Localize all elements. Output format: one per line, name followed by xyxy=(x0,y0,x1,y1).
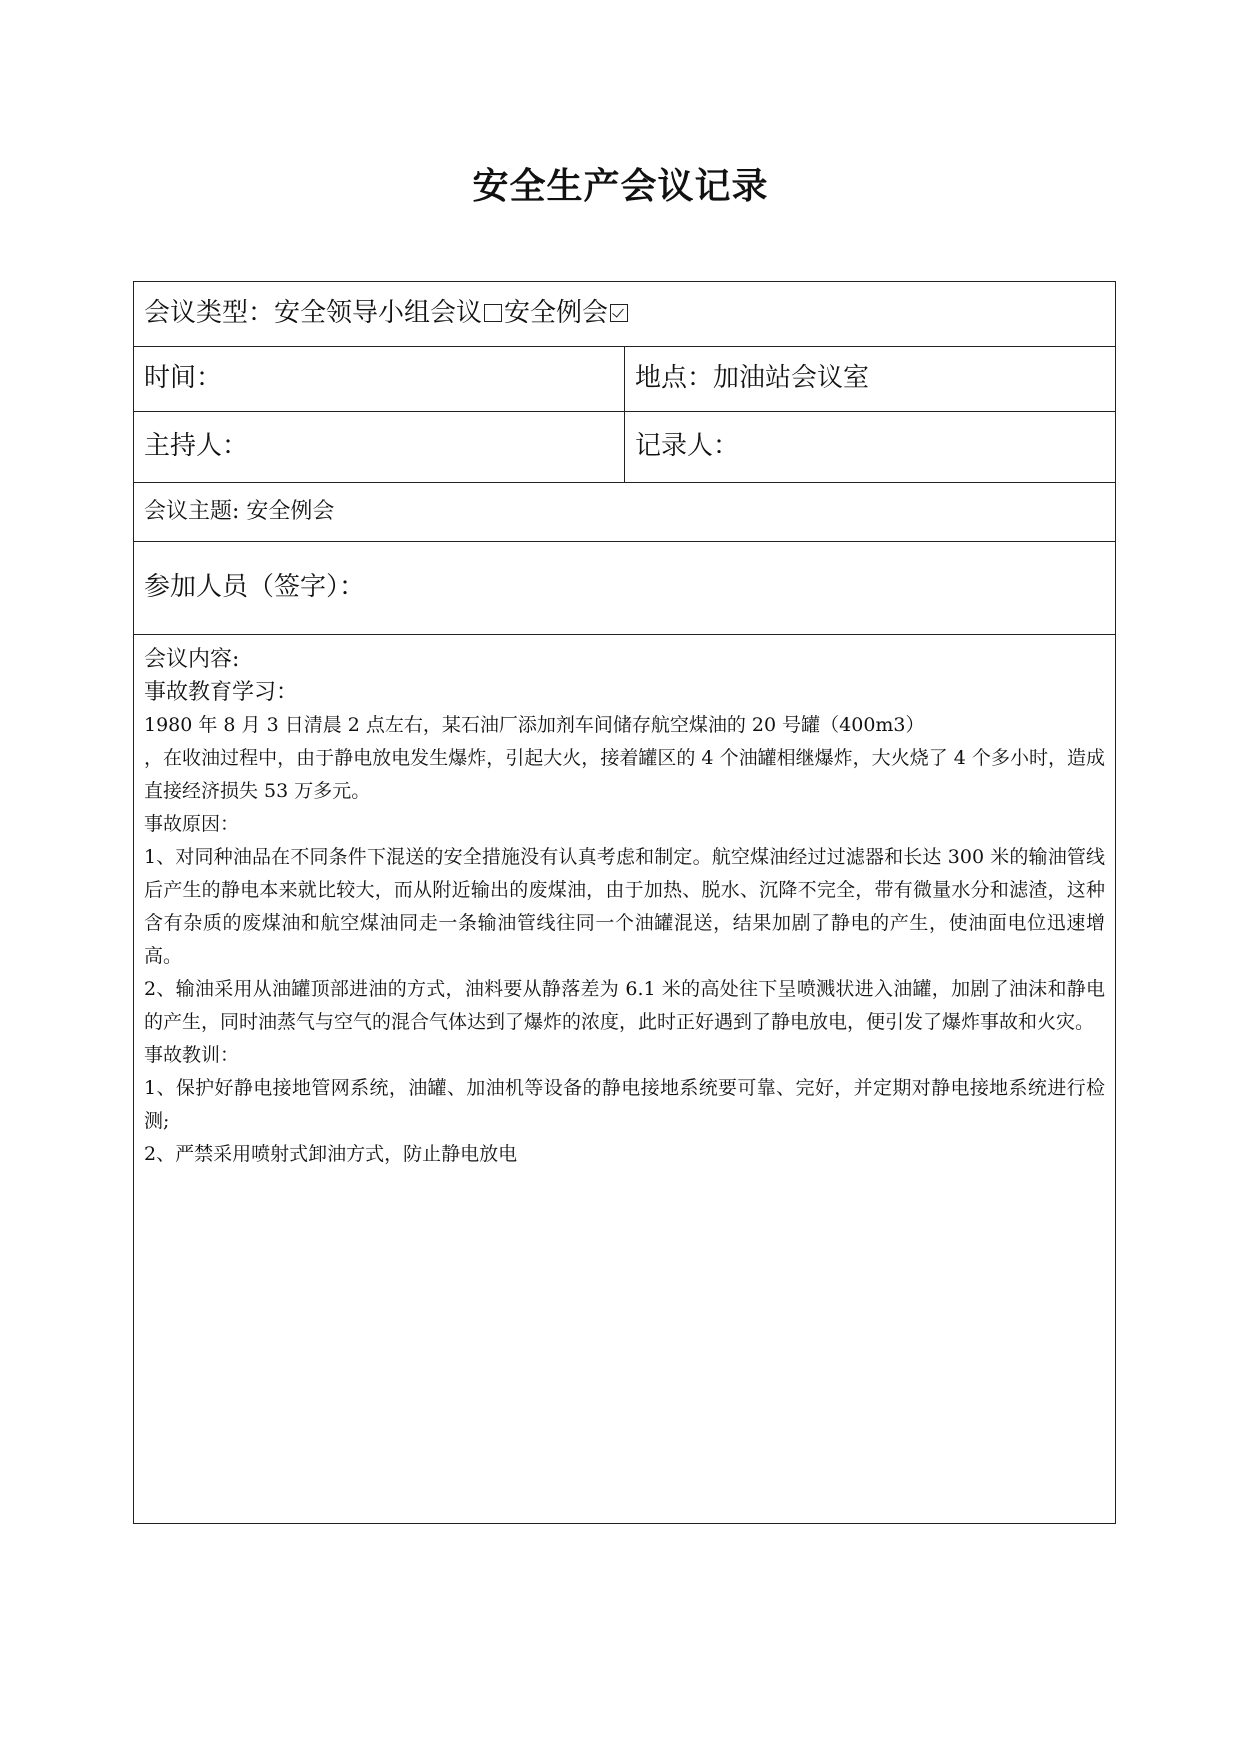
leadership-meeting-checkbox[interactable] xyxy=(484,304,502,322)
accident-lesson-item-2: 2、严禁采用喷射式卸油方式，防止静电放电 xyxy=(144,1143,518,1165)
accident-lesson-heading: 事故教训： xyxy=(144,1044,240,1066)
recorder-cell xyxy=(625,412,1116,483)
content-cell[interactable] xyxy=(134,635,1116,1524)
content-row xyxy=(134,635,1116,1524)
meeting-type-row xyxy=(134,282,1116,347)
accident-lesson-item-1: 1、保护好静电接地管网系统，油罐、加油机等设备的静电接地系统要可靠、完好，并定期对静电接地系统进行检测; xyxy=(144,1077,1106,1132)
attendees-label: 参加人员（签字）： xyxy=(144,572,366,603)
meeting-type-option-regular: 安全例会 xyxy=(504,298,609,329)
meeting-record-table xyxy=(133,281,1116,1524)
accident-description-line: 1980 年 8 月 3 日清晨 2 点左右，某石油厂添加剂车间储存航空煤油的 20 号罐（400m3） xyxy=(144,714,925,736)
attendees-cell xyxy=(134,542,1116,635)
attendees-row xyxy=(134,542,1116,635)
host-recorder-row xyxy=(134,412,1116,483)
topic-label: 会议主题: xyxy=(144,498,247,524)
accident-cause-item-1: 1、对同种油品在不同条件下混送的安全措施没有认真考虑和制定。航空煤油经过过滤器和长达 300 米的输油管线后产生的静电本来就比较大，而从附近输出的废煤油，由于加热、脱水、沉降不完全，带有微量水分和滤渣，这种含有杂质的废煤油和航空煤油同走一条输油管线往同一个油罐混送，结果加剧了静电的产生，使油面电位迅速增高。 xyxy=(144,846,1106,967)
time-cell xyxy=(134,347,625,412)
topic-cell xyxy=(134,483,1116,542)
content-label: 会议内容: xyxy=(144,647,240,672)
accident-education-heading: 事故教育学习： xyxy=(144,680,299,705)
meeting-type-label: 会议类型： xyxy=(144,298,275,329)
meeting-type-cell xyxy=(134,282,1116,347)
location-label: 地点： xyxy=(635,363,714,394)
accident-cause-item-2: 2、输油采用从油罐顶部进油的方式，油料要从静落差为 6.1 米的高处往下呈喷溅状进入油罐，加剧了油沫和静电的产生，同时油蒸气与空气的混合气体达到了爆炸的浓度，此时正好遇到了静电放电，便引发了爆炸事故和火灾。 xyxy=(144,978,1106,1033)
topic-row xyxy=(134,483,1116,542)
topic-value[interactable]: 安全例会 xyxy=(246,498,335,524)
location-value[interactable]: 加油站会议室 xyxy=(713,363,870,394)
host-cell xyxy=(134,412,625,483)
time-location-row xyxy=(134,347,1116,412)
accident-description-paragraph: ，在收油过程中，由于静电放电发生爆炸，引起大火，接着罐区的 4 个油罐相继爆炸，大火烧了 4 个多小时，造成直接经济损失 53 万多元。 xyxy=(144,747,1106,802)
page-title: 安全生产会议记录 xyxy=(472,166,769,207)
host-label: 主持人： xyxy=(144,431,249,462)
meeting-type-option-leadership: 安全领导小组会议 xyxy=(274,298,483,329)
regular-meeting-checkbox[interactable] xyxy=(610,304,628,322)
accident-cause-heading: 事故原因： xyxy=(144,813,240,835)
recorder-label: 记录人： xyxy=(635,431,740,462)
time-label: 时间： xyxy=(144,363,223,394)
location-cell xyxy=(625,347,1116,412)
